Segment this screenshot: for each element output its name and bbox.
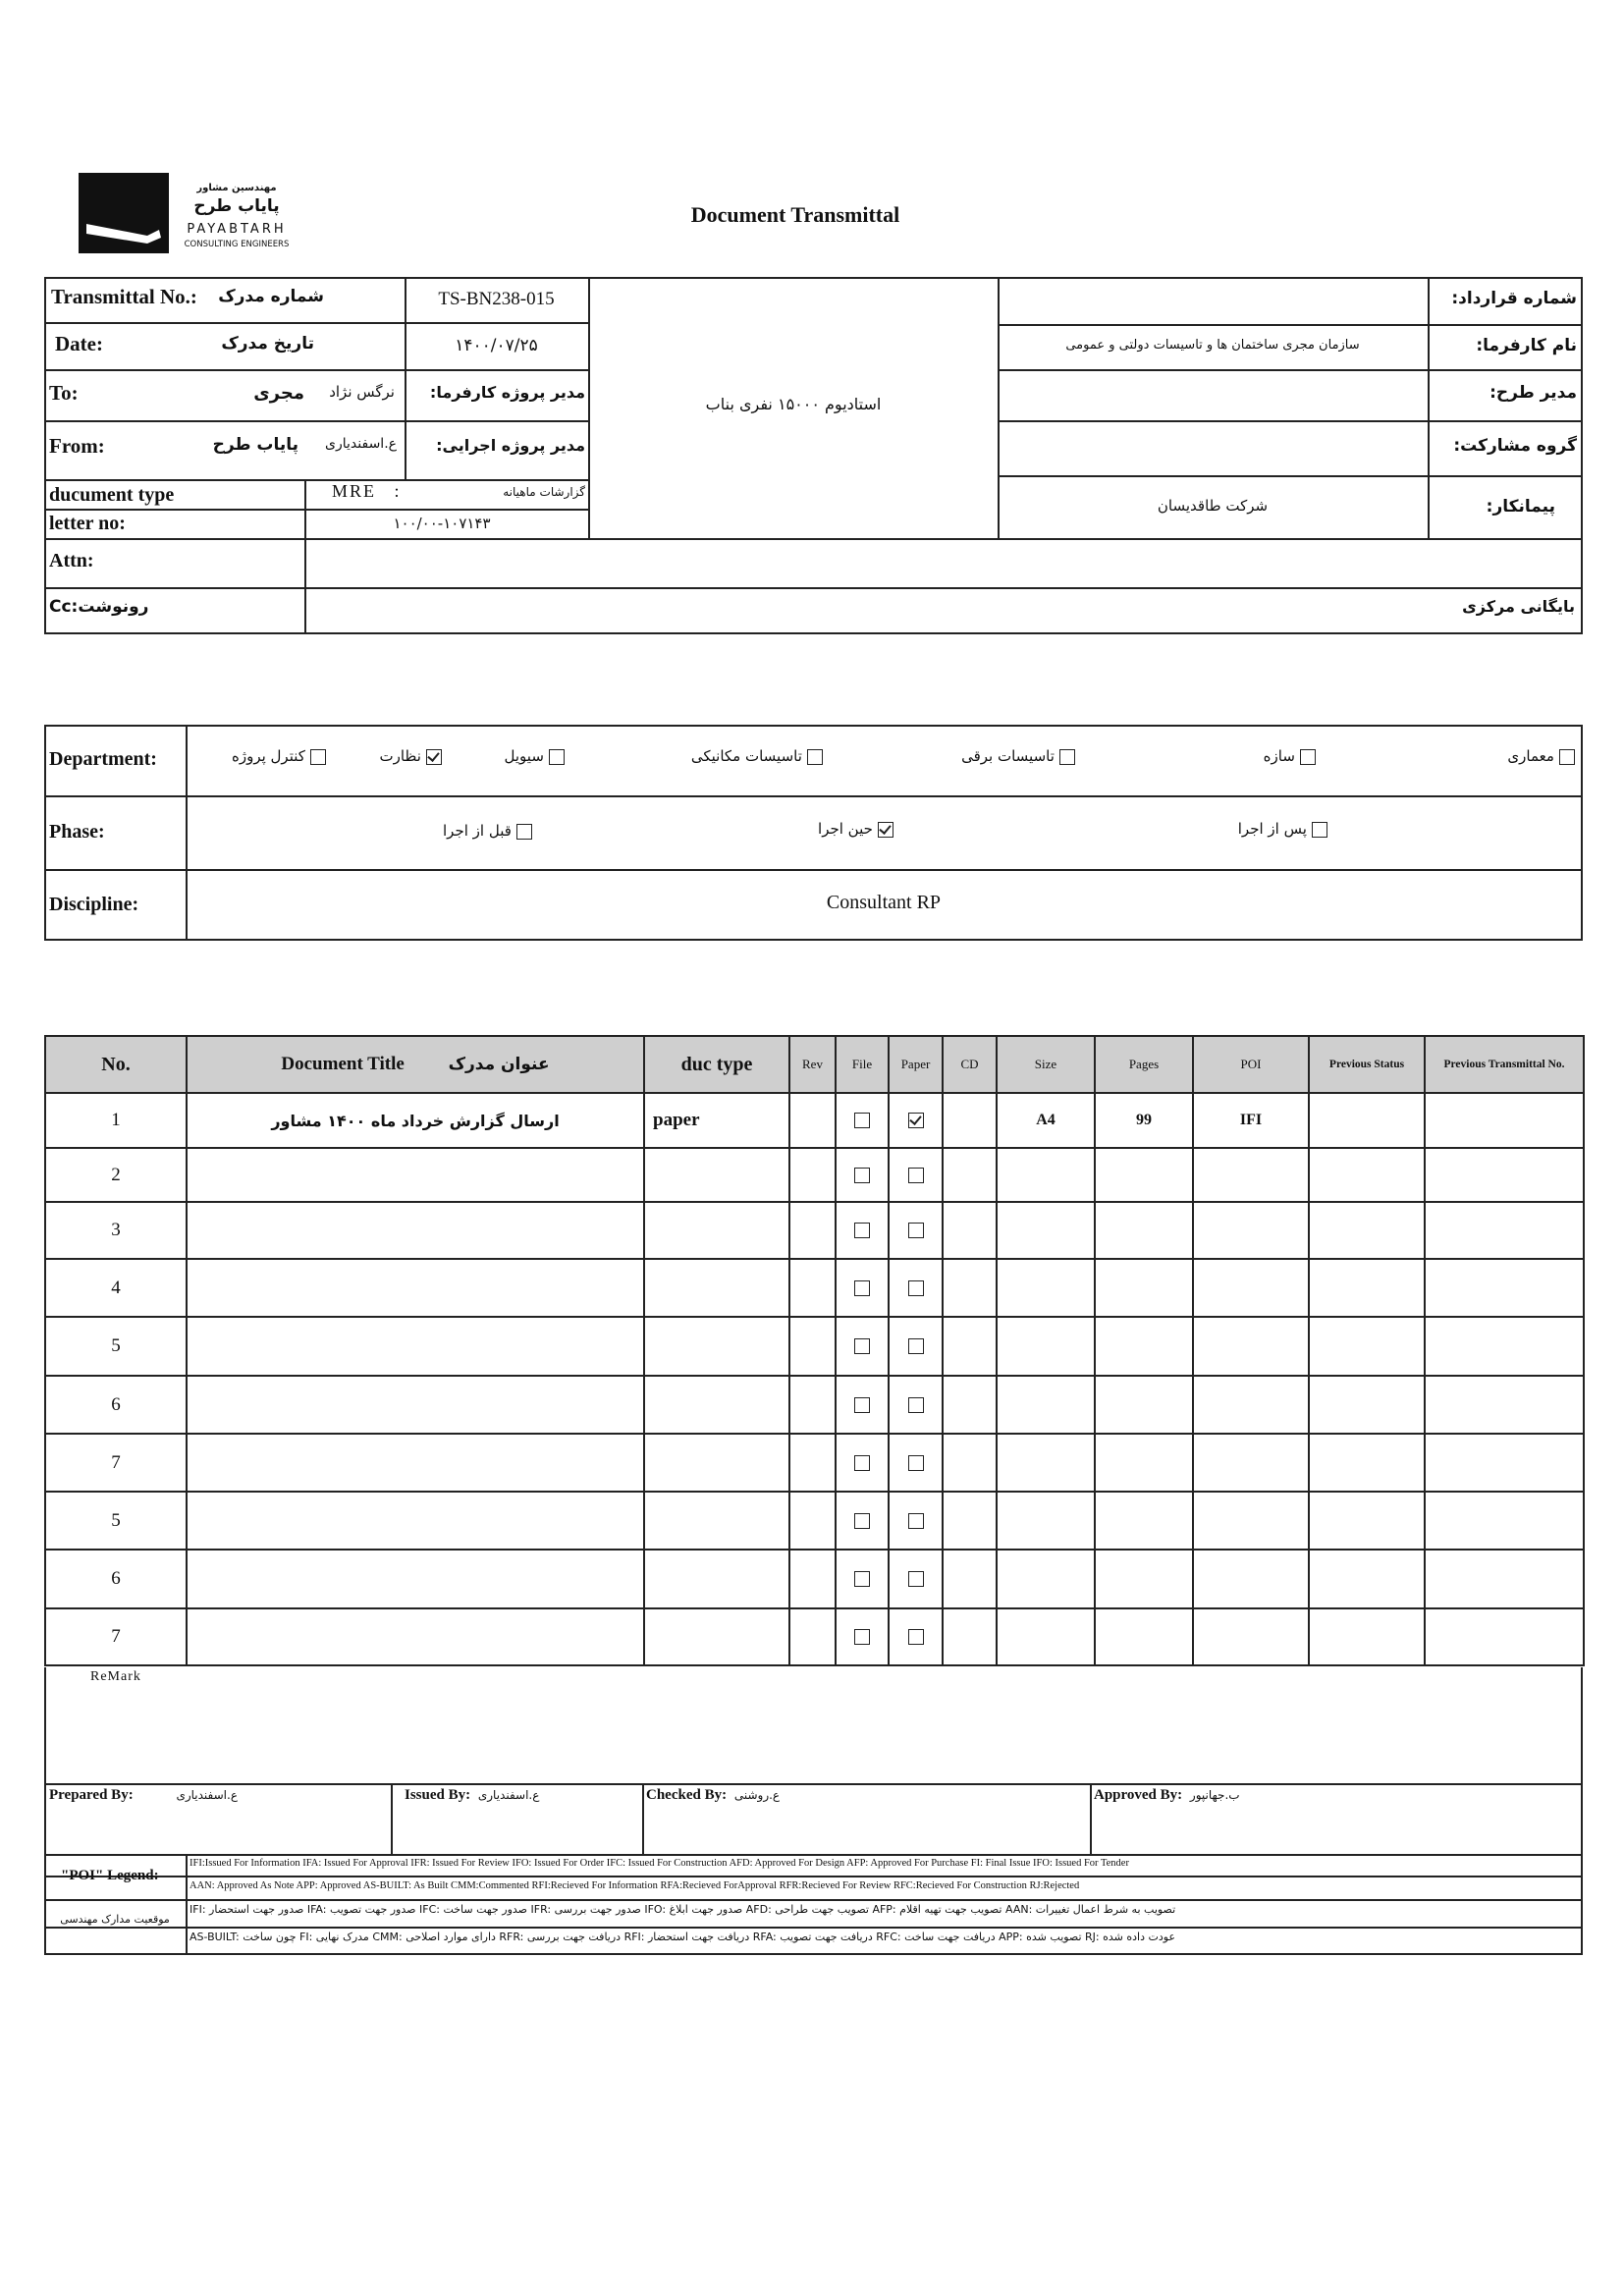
row-prev-transmittal (1425, 1376, 1584, 1434)
table-row (45, 1317, 1584, 1376)
col-paper: Paper (889, 1036, 943, 1093)
transmittal-no-label-fa: شماره مدرک (218, 287, 324, 306)
row-duc-type (644, 1202, 789, 1259)
row-file (836, 1202, 889, 1259)
row-prev-transmittal (1425, 1317, 1584, 1376)
row-poi (1193, 1259, 1309, 1317)
row-size (997, 1608, 1095, 1665)
prepared-by (49, 1787, 238, 1804)
row-pages (1095, 1202, 1193, 1259)
table-row (45, 1608, 1584, 1665)
poi-legend-fa-line1: IFI: صدور جهت استحضار IFA: صدور جهت تصویب IFC: صدور جهت ساخت IFR: صدور جهت بررسی IFO: صدور جهت ابلاغ AFD: تصویب جهت طراحی AFP: تصویب جهت تهیه اقلام AAN: تصویب به شرط اعمال تغییرات (189, 1903, 1176, 1916)
row-prev-transmittal (1425, 1550, 1584, 1608)
row-paper (889, 1434, 943, 1492)
row-duc-type (644, 1259, 789, 1317)
col-duc-type: duc type (644, 1036, 789, 1093)
row-size (997, 1550, 1095, 1608)
dept-civil-label: سیویل (504, 747, 544, 765)
row-poi (1193, 1317, 1309, 1376)
row-pages (1095, 1259, 1193, 1317)
row-rev (789, 1093, 836, 1148)
contract-no-label: شماره قرارداد: (1451, 289, 1577, 308)
employer-value: سازمان مجری ساختمان ها و تاسیسات دولتی و عمومی (1065, 338, 1360, 353)
row-size (997, 1202, 1095, 1259)
row-poi (1193, 1492, 1309, 1550)
row-duc-type (644, 1550, 789, 1608)
transmittal-no-label: Transmittal No.: (51, 285, 197, 308)
row-poi (1193, 1148, 1309, 1202)
poi-legend-label: "POI" Legend: (61, 1868, 159, 1883)
logo-subtext-en: CONSULTING ENGINEERS (184, 240, 290, 249)
row-title (187, 1492, 644, 1550)
row-prev-status (1309, 1317, 1425, 1376)
logo-text-fa: پایاب طرح (193, 196, 280, 216)
row-pages (1095, 1317, 1193, 1376)
row-paper (889, 1550, 943, 1608)
checked-by-value: ع.روشنی (733, 1788, 781, 1802)
dept-option-project-control[interactable] (189, 746, 326, 765)
row-cd (943, 1148, 997, 1202)
row-prev-transmittal (1425, 1202, 1584, 1259)
cc-value: بایگانی مرکزی (1462, 597, 1575, 616)
approved-by-value: ب.جهانپور (1189, 1788, 1240, 1802)
row-no: 7 (45, 1608, 187, 1665)
row-file-checkbox[interactable] (854, 1113, 870, 1128)
row-no: 3 (45, 1202, 187, 1259)
row-prev-transmittal (1425, 1492, 1584, 1550)
row-pages (1095, 1376, 1193, 1434)
dept-architecture-checkbox[interactable] (1559, 749, 1575, 765)
dept-mechanical-label: تاسیسات مکانیکی (690, 747, 802, 765)
row-pages (1095, 1492, 1193, 1550)
row-prev-status (1309, 1202, 1425, 1259)
dept-mechanical-checkbox[interactable] (807, 749, 823, 765)
row-pages (1095, 1434, 1193, 1492)
dept-architecture-label: معماری (1507, 747, 1554, 765)
row-cd (943, 1259, 997, 1317)
document-title: Document Transmittal (690, 202, 900, 227)
phase-option-before[interactable] (375, 821, 532, 840)
row-duc-type (644, 1434, 789, 1492)
row-prev-status (1309, 1608, 1425, 1665)
row-pages (1095, 1148, 1193, 1202)
dept-option-architecture[interactable] (1437, 746, 1575, 765)
row-prev-status (1309, 1550, 1425, 1608)
row-paper (889, 1317, 943, 1376)
row-file (836, 1492, 889, 1550)
row-rev (789, 1317, 836, 1376)
row-file-checkbox[interactable] (854, 1280, 870, 1296)
prepared-by-label: Prepared By: (49, 1787, 134, 1803)
row-no: 6 (45, 1550, 187, 1608)
row-file (836, 1608, 889, 1665)
row-paper (889, 1202, 943, 1259)
row-paper (889, 1093, 943, 1148)
row-duc-type (644, 1376, 789, 1434)
row-paper-checkbox[interactable] (908, 1338, 924, 1354)
table-row (45, 1550, 1584, 1608)
doc-type-value: MRE : (332, 481, 402, 501)
from-person: ع.اسفندیاری (325, 436, 397, 452)
row-cd (943, 1550, 997, 1608)
table-row (45, 1259, 1584, 1317)
department-options (187, 744, 1561, 774)
row-duc-type (644, 1148, 789, 1202)
row-paper-checkbox[interactable] (908, 1571, 924, 1587)
row-title (187, 1202, 644, 1259)
approved-by (1094, 1787, 1240, 1804)
row-cd (943, 1093, 997, 1148)
row-pages: 99 (1095, 1093, 1193, 1148)
col-no: No. (45, 1036, 187, 1093)
doc-type-label: ducument type (49, 484, 175, 506)
row-paper-checkbox[interactable] (908, 1397, 924, 1413)
row-prev-status (1309, 1434, 1425, 1492)
row-size (997, 1376, 1095, 1434)
department-label: Department: (49, 748, 157, 770)
row-file-checkbox[interactable] (854, 1397, 870, 1413)
logo-text-fa-small: مهندسین مشاور (196, 183, 277, 193)
row-prev-status (1309, 1492, 1425, 1550)
row-no: 7 (45, 1434, 187, 1492)
row-rev (789, 1492, 836, 1550)
phase-options (187, 817, 1561, 846)
table-row (45, 1492, 1584, 1550)
dept-option-supervision[interactable] (334, 746, 442, 765)
dept-structure-label: سازه (1263, 747, 1295, 765)
row-rev (789, 1148, 836, 1202)
col-rev: Rev (789, 1036, 836, 1093)
row-paper-checkbox[interactable] (908, 1629, 924, 1645)
row-paper-checkbox[interactable] (908, 1113, 924, 1128)
table-row (45, 1376, 1584, 1434)
row-file (836, 1093, 889, 1148)
phase-label: Phase: (49, 821, 105, 843)
phase-before-checkbox[interactable] (516, 824, 532, 840)
documents-table (44, 1035, 1585, 1666)
contractor-label: پیمانکار: (1486, 497, 1555, 517)
row-paper (889, 1148, 943, 1202)
col-prev-transmittal: Previous Transmittal No. (1425, 1036, 1584, 1093)
row-file (836, 1376, 889, 1434)
row-paper-checkbox[interactable] (908, 1168, 924, 1183)
row-cd (943, 1608, 997, 1665)
dept-electrical-checkbox[interactable] (1059, 749, 1075, 765)
dept-option-electrical[interactable] (928, 746, 1075, 765)
phase-after-label: پس از اجرا (1237, 820, 1307, 838)
row-prev-transmittal (1425, 1148, 1584, 1202)
row-prev-status (1309, 1376, 1425, 1434)
phase-option-after[interactable] (1190, 819, 1327, 838)
row-file (836, 1148, 889, 1202)
row-file-checkbox[interactable] (854, 1168, 870, 1183)
discipline-label: Discipline: (49, 894, 139, 915)
employer-label: نام کارفرما: (1476, 336, 1577, 355)
row-cd (943, 1492, 997, 1550)
row-file (836, 1259, 889, 1317)
row-file (836, 1434, 889, 1492)
to-label: To: (49, 381, 79, 405)
row-cd (943, 1434, 997, 1492)
dept-option-civil[interactable] (447, 746, 565, 765)
table-row (45, 1434, 1584, 1492)
row-title (187, 1259, 644, 1317)
row-duc-type (644, 1317, 789, 1376)
row-no: 6 (45, 1376, 187, 1434)
row-pages (1095, 1550, 1193, 1608)
from-label: From: (49, 434, 105, 458)
table-row (45, 1148, 1584, 1202)
row-duc-type: paper (644, 1093, 789, 1148)
row-file-checkbox[interactable] (854, 1629, 870, 1645)
row-poi: IFI (1193, 1093, 1309, 1148)
row-title (187, 1317, 644, 1376)
table-row (45, 1202, 1584, 1259)
issued-by (405, 1787, 539, 1804)
row-rev (789, 1550, 836, 1608)
row-file (836, 1550, 889, 1608)
dept-project-control-label: کنترل پروژه (231, 747, 305, 765)
dept-civil-checkbox[interactable] (549, 749, 565, 765)
approved-by-label: Approved By: (1094, 1787, 1183, 1803)
col-prev-status: Previous Status (1309, 1036, 1425, 1093)
phase-during-label: حین اجرا (818, 820, 873, 838)
discipline-value: Consultant RP (826, 892, 942, 913)
header-box (44, 277, 1583, 634)
row-poi (1193, 1550, 1309, 1608)
row-poi (1193, 1608, 1309, 1665)
project-name: استادیوم ۱۵۰۰۰ نفری بناب (705, 395, 882, 413)
date-label: Date: (55, 332, 103, 355)
company-logo (79, 173, 304, 261)
to-value: مجری (253, 383, 304, 404)
col-title (187, 1036, 644, 1093)
row-pages (1095, 1608, 1193, 1665)
row-cd (943, 1376, 997, 1434)
design-manager-label: مدیر طرح: (1489, 383, 1577, 403)
row-prev-transmittal (1425, 1259, 1584, 1317)
row-rev (789, 1434, 836, 1492)
row-duc-type (644, 1492, 789, 1550)
row-title (187, 1434, 644, 1492)
row-poi (1193, 1202, 1309, 1259)
letter-no-value: ۱۰۰/۰۰-۱۰۷۱۴۳ (393, 515, 491, 532)
row-prev-status (1309, 1148, 1425, 1202)
row-size (997, 1492, 1095, 1550)
poi-legend-fa-line2: AS-BUILT: چون ساخت FI: مدرک نهایی CMM: دارای موارد اصلاحی RFR: دریافت جهت بررسی RFI: دریافت جهت استحضار RFA: دریافت جهت تصویب RFC: دریافت جهت ساخت APP: تصویب شده RJ: عودت داده شده (189, 1931, 1176, 1943)
row-cd (943, 1317, 997, 1376)
row-no: 5 (45, 1317, 187, 1376)
issued-by-label: Issued By: (405, 1787, 471, 1803)
row-paper-checkbox[interactable] (908, 1513, 924, 1529)
from-role: مدیر پروژه اجرایی: (436, 436, 585, 455)
letter-no-label: letter no: (49, 513, 126, 534)
row-file-checkbox[interactable] (854, 1571, 870, 1587)
row-poi (1193, 1376, 1309, 1434)
row-no: 5 (45, 1492, 187, 1550)
checked-by (646, 1787, 780, 1804)
row-size (997, 1434, 1095, 1492)
prepared-by-value: ع.اسفندیاری (176, 1788, 238, 1802)
poi-legend-line2: AAN: Approved As Note APP: Approved AS-BUILT: As Built CMM:Commented RFI:Recieved For Information RFA:Recieved ForApproval RFR:Recieved For Review RFC:Recieved For Construction RJ:Rejected (189, 1880, 1080, 1891)
dept-option-structure[interactable] (1168, 746, 1316, 765)
from-value: پایاب طرح (212, 435, 298, 455)
dept-supervision-label: نظارت (379, 747, 421, 765)
row-rev (789, 1202, 836, 1259)
doc-type-value-fa: گزارشات ماهیانه (503, 485, 585, 499)
row-size (997, 1317, 1095, 1376)
row-paper-checkbox[interactable] (908, 1280, 924, 1296)
row-size: A4 (997, 1093, 1095, 1148)
phase-option-during[interactable] (756, 819, 893, 838)
col-cd: CD (943, 1036, 997, 1093)
issued-by-value: ع.اسفندیاری (477, 1788, 540, 1802)
row-no: 1 (45, 1093, 187, 1148)
row-size (997, 1259, 1095, 1317)
row-paper (889, 1259, 943, 1317)
phase-during-checkbox[interactable] (878, 822, 893, 838)
date-value: ۱۴۰۰/۰۷/۲۵ (455, 336, 538, 355)
row-title (187, 1148, 644, 1202)
logo-text-en: PAYABTARH (187, 222, 287, 237)
to-role: مدیر پروژه کارفرما: (429, 383, 585, 402)
col-file: File (836, 1036, 889, 1093)
row-paper (889, 1492, 943, 1550)
row-rev (789, 1608, 836, 1665)
col-size: Size (997, 1036, 1095, 1093)
date-label-fa: تاریخ مدرک (221, 334, 314, 354)
row-poi (1193, 1434, 1309, 1492)
row-title (187, 1376, 644, 1434)
row-title (187, 1550, 644, 1608)
table-row (45, 1093, 1584, 1148)
checked-by-label: Checked By: (646, 1787, 728, 1803)
row-paper (889, 1608, 943, 1665)
poi-legend-fa-label: موقعیت مدارک مهندسی (60, 1913, 170, 1926)
dept-supervision-checkbox[interactable] (426, 749, 442, 765)
contractor-value: شرکت طاقدیسان (1157, 497, 1269, 515)
row-no: 4 (45, 1259, 187, 1317)
row-paper (889, 1376, 943, 1434)
row-prev-transmittal (1425, 1093, 1584, 1148)
col-title-en: Document Title (281, 1054, 405, 1074)
col-pages: Pages (1095, 1036, 1193, 1093)
row-prev-status (1309, 1259, 1425, 1317)
to-person: نرگس نژاد (329, 383, 395, 401)
remark-label: ReMark (90, 1669, 141, 1684)
row-size (997, 1148, 1095, 1202)
partner-group-label: گروه مشارکت: (1453, 436, 1577, 456)
attn-label: Attn: (49, 550, 94, 571)
row-no: 2 (45, 1148, 187, 1202)
row-file-checkbox[interactable] (854, 1223, 870, 1238)
row-prev-transmittal (1425, 1434, 1584, 1492)
row-prev-status (1309, 1093, 1425, 1148)
dept-structure-checkbox[interactable] (1300, 749, 1316, 765)
row-rev (789, 1259, 836, 1317)
documents-table-body (45, 1093, 1584, 1665)
row-title (187, 1608, 644, 1665)
row-file-checkbox[interactable] (854, 1455, 870, 1471)
row-duc-type (644, 1608, 789, 1665)
cc-label: Cc:رونوشت (49, 597, 149, 617)
row-file-checkbox[interactable] (854, 1338, 870, 1354)
row-prev-transmittal (1425, 1608, 1584, 1665)
logo-mark (79, 173, 169, 253)
row-paper-checkbox[interactable] (908, 1455, 924, 1471)
dept-project-control-checkbox[interactable] (310, 749, 326, 765)
poi-legend-line1: IFI:Issued For Information IFA: Issued For Approval IFR: Issued For Review IFO: Issued For Order IFC: Issued For Construction AFD: Approved For Design AFP: Approved For Purchase FI: Final Issue IFO: Issued For Tender (189, 1858, 1129, 1869)
dept-electrical-label: تاسیسات برقی (961, 747, 1055, 765)
row-title: ارسال گزارش خرداد ماه ۱۴۰۰ مشاور (187, 1093, 644, 1148)
dept-option-mechanical[interactable] (626, 746, 823, 765)
col-poi: POI (1193, 1036, 1309, 1093)
phase-before-label: قبل از اجرا (443, 822, 512, 840)
phase-after-checkbox[interactable] (1312, 822, 1327, 838)
row-file-checkbox[interactable] (854, 1513, 870, 1529)
row-file (836, 1317, 889, 1376)
transmittal-no-value: TS-BN238-015 (438, 289, 555, 309)
col-title-fa: عنوان مدرک (448, 1055, 550, 1074)
row-rev (789, 1376, 836, 1434)
row-paper-checkbox[interactable] (908, 1223, 924, 1238)
table-header-row (45, 1036, 1584, 1093)
row-cd (943, 1202, 997, 1259)
